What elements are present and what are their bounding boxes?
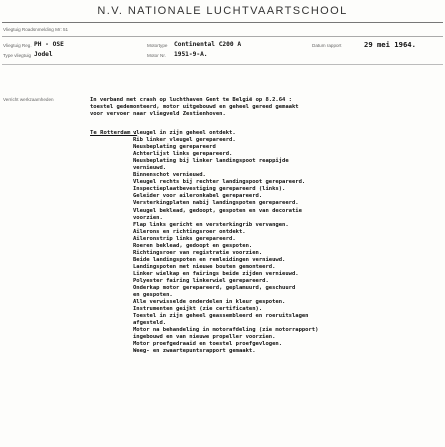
date-label: Datum rapport [312, 43, 342, 48]
document-title: N.V. NATIONALE LUCHTVAARTSCHOOL [97, 5, 348, 17]
fields-rule [2, 64, 443, 65]
repair-line: Alle verwisselde onderdelen in kleur gespoten. [133, 299, 286, 306]
motor-label: Motortype [147, 43, 168, 48]
repair-line: afgesteld. [133, 320, 167, 327]
repair-line: Motor na behandeling in motorafdeling (zie motorrapport) [133, 327, 319, 334]
title-rule [2, 22, 443, 23]
motor-nr-value: 1951-9-A. [174, 51, 208, 58]
repair-line: Toestel in zijn geheel geassembleerd en roeruitslagen [133, 313, 309, 320]
repair-line: Weeg- en zwaartepuntsrapport gemaakt. [133, 348, 256, 355]
repair-line: Polyester fairing linkerwiel gerepareerd. [133, 277, 269, 284]
repair-line: Flap links gericht en versterkingrib vervangen. [133, 221, 289, 228]
repair-line: Versterkingplaten nabij landingspoten gerepareerd. [133, 200, 299, 207]
repair-line: Inspectieplaatbevestiging gerepareerd (links). [133, 186, 286, 193]
repair-line: Binnenschot vernieuwd. [133, 172, 206, 179]
repair-list [133, 130, 318, 356]
repair-line: Instrumenten geijkt (zie certificaten). [133, 306, 263, 313]
intro-text [90, 97, 299, 117]
repair-line: Neusbeplating bij linker landingspoot reappijde [133, 158, 289, 165]
type-value: Jodel [34, 51, 53, 58]
repair-line: Vleugel beklead, gedoopt, gespoten en van decoratie [133, 207, 302, 214]
motor-nr-label: Motor Nr. [147, 53, 166, 58]
intro-line: In verband met crash op luchthaven Gent te België op 8.2.64 : [90, 97, 292, 103]
repair-line: Beide landingspoten en remleidingen vernieuwd. [133, 256, 286, 263]
repair-line: Onderkap motor gerepareerd, geplamuurd, geschuurd [133, 285, 296, 292]
repair-line: Aileronstrip links gerepareerd. [133, 235, 236, 242]
intro-line: toestel gedemonteerd, motor uitgebouwd en geheel gereed gemaakt [90, 103, 299, 110]
repair-line: Richtingsroer van registratie voorzien. [133, 249, 263, 256]
repair-line: voorzien. [133, 214, 163, 221]
repair-line: Rib linker vleugel gerepareerd. [133, 137, 236, 144]
repair-line: vleugel in zijn geheel ontdekt. [133, 130, 236, 136]
repair-line: ingebouwd en van nieuwe propeller voorzien. [133, 334, 276, 341]
form-rule [2, 36, 443, 37]
repair-line: Roeren beklead, gedoopt en gespoten. [133, 242, 253, 249]
reg-value: PH - OSE [34, 41, 64, 48]
repair-line: vernieuwd. [133, 165, 167, 172]
intro-line: voor vervoer naar vliegveld Zestienhoven. [90, 110, 226, 117]
location-heading: Te Rotterdam : [90, 130, 138, 136]
type-label: Type vliegtuig [3, 53, 32, 58]
reg-label: Vliegtuig Reg. [3, 43, 32, 48]
repair-line: Motor proefgedraaid en toestel proefgevlogen. [133, 341, 283, 348]
repair-line: Ailerons en richtingsroer ontdekt. [133, 228, 246, 235]
repair-line: Landingspoten met nieuwe bouten gemonteerd. [133, 263, 276, 270]
repair-line: Neusbeplating gerepareerd [133, 144, 216, 151]
repair-line: Vleugel rechts bij rechter landingspoot gerepareerd. [133, 179, 306, 186]
motor-value: Continental C200 A [174, 41, 242, 48]
form-label: Vliegtuig Roadsnmelding Mr: 51 [3, 27, 69, 32]
date-value: 29 mei 1964. [364, 40, 416, 49]
repair-line: en gespoten. [133, 292, 173, 299]
repair-line: Achterlijst links gerepareerd. [133, 151, 233, 158]
repair-line: Linker wielkap en fairings beide zijden vernieuwd. [133, 270, 299, 277]
repair-line: Geleider voor aileronkabel gerepareerd. [133, 193, 263, 200]
work-label: Verricht werkzaamheden [3, 97, 54, 102]
